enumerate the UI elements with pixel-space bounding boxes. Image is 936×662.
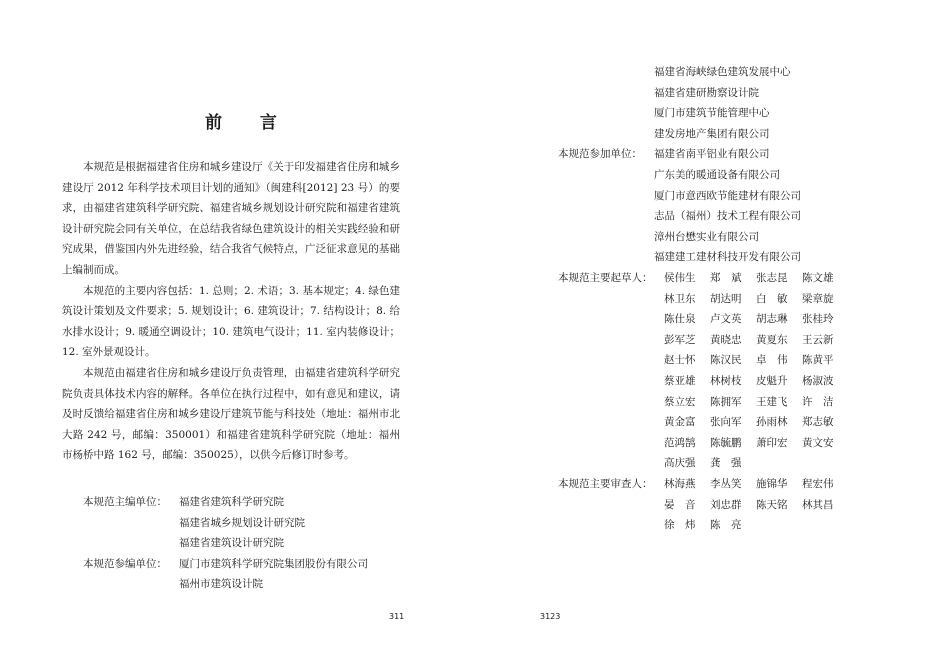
drafter-name: 张志昆	[756, 272, 788, 284]
drafter-name: 侯伟生	[664, 272, 696, 284]
drafter-name: 黄文安	[802, 436, 834, 449]
reviewer-name: 林其昌	[802, 498, 834, 511]
drafter-name: 蔡亚雄	[664, 374, 696, 387]
participant-label: 本规范参加单位：	[558, 148, 642, 161]
co-editor-unit: 厦门市建筑节能管理中心	[654, 107, 770, 120]
drafter-name: 陈仕泉	[664, 313, 696, 326]
drafter-name: 萧印宏	[756, 436, 788, 449]
chief-editor-unit: 福建省建筑设计研究院	[179, 537, 284, 550]
reviewer-name: 陈 亮	[710, 519, 742, 532]
participant-unit: 广东美的暖通设备有限公司	[654, 168, 780, 181]
drafter-name: 林树枝	[710, 374, 742, 387]
chief-editor-unit: 福建省建筑科学研究院	[179, 496, 284, 508]
co-editor-unit: 福州市建筑设计院	[179, 578, 263, 591]
participant-unit: 厦门市意西欧节能建材有限公司	[654, 189, 801, 202]
right-page	[468, 0, 936, 662]
drafter-name: 王云新	[802, 333, 834, 346]
drafter-name: 张桂玲	[802, 313, 834, 326]
drafter-name: 胡志琳	[756, 313, 788, 326]
drafter-name: 陈毓鹏	[710, 436, 742, 449]
drafter-name: 彭军芝	[664, 333, 696, 346]
participant-units	[558, 62, 801, 268]
co-editor-unit: 福建省海峡绿色建筑发展中心	[654, 66, 791, 78]
drafter-name: 陈文雄	[802, 272, 834, 284]
reviewer-name: 刘忠群	[710, 498, 742, 511]
participant-unit: 漳州台懋实业有限公司	[654, 230, 759, 243]
drafter-name: 蔡立宏	[664, 395, 696, 408]
chief-editor-unit: 福建省城乡规划设计研究院	[179, 516, 305, 529]
drafter-name: 杨淑波	[802, 374, 834, 387]
drafter-name: 许 洁	[802, 395, 834, 408]
chief-editor-label: 本规范主编单位：	[83, 496, 167, 508]
reviewer-name: 李丛笑	[710, 478, 742, 490]
drafter-name: 胡达明	[710, 292, 742, 305]
reviewers-list	[558, 474, 848, 536]
drafter-label: 本规范主要起草人：	[558, 272, 653, 284]
co-editor-label: 本规范参编单位：	[83, 557, 167, 570]
page-title: 前 言	[205, 113, 293, 133]
drafter-name: 郑 斌	[710, 272, 742, 284]
drafter-name: 皮魁升	[756, 374, 788, 387]
drafter-name: 黄夏东	[756, 333, 788, 346]
drafter-name: 梁章旋	[802, 292, 834, 305]
drafter-name: 陈汉民	[710, 354, 742, 367]
paragraph-1: 本规范是根据福建省住房和城乡建设厅《关于印发福建省住房和城乡建设厅 2012 年科学技术项目计划的通知》（闽建科[2012] 23 号）的要求，由福建省建筑科学研究院、福建省城乡规划设计研究院和福建省建筑设计研究院会同有关单位，在总结我省绿色建筑设计的相关实践经验和研究成果，借鉴国内外先进经验，结合我省气候特点，广泛征求意见的基础上编制而成。	[62, 161, 400, 276]
co-editor-unit: 厦门市建筑科学研究院集团股份有限公司	[179, 557, 368, 570]
reviewer-name: 陈天铭	[756, 498, 788, 511]
drafters-list	[558, 268, 848, 474]
drafter-name: 黄金富	[664, 416, 696, 429]
paragraph-3: 本规范由福建省住房和城乡建设厅负责管理，由福建省建筑科学研究院负责具体技术内容的解释。各单位在执行过程中，如有意见和建议，请及时反馈给福建省住房和城乡建设厅建筑节能与科技处（地址：福州市北大路 242 号，邮编：350001）和福建省建筑科学研究院（地址：福州市杨桥中路 162 号，邮编：350025），以供今后修订时参考。	[62, 366, 400, 462]
drafter-name: 卢文英	[710, 313, 742, 326]
drafter-name: 范鸿鹄	[664, 436, 696, 449]
page-number-left: 311	[389, 612, 405, 621]
drafter-name: 郑志敏	[802, 416, 834, 429]
participant-unit: 福建省南平铝业有限公司	[654, 148, 770, 161]
foreword-body	[62, 157, 400, 466]
drafter-name: 张向军	[710, 416, 742, 429]
drafter-name: 陈拥军	[710, 395, 742, 408]
drafter-name: 龚 强	[710, 457, 742, 470]
paragraph-2: 本规范的主要内容包括：1. 总则；2. 术语；3. 基本规定；4. 绿色建筑设计策划及文件要求；5. 规划设计；6. 建筑设计；7. 结构设计；8. 给水排水设计；9. 暖通空调设计；10. 建筑电气设计；11. 室内装修设计；12. 室外景观设计。	[62, 284, 400, 359]
drafter-name: 卓 伟	[756, 354, 788, 367]
drafter-name: 林卫东	[664, 292, 696, 305]
co-editor-unit: 建发房地产集团有限公司	[654, 127, 770, 140]
page-number-right: 3123	[540, 612, 561, 621]
drafter-name: 高庆强	[664, 457, 696, 470]
participant-unit: 志品（福州）技术工程有限公司	[654, 210, 801, 223]
reviewer-name: 晏 音	[664, 498, 696, 511]
drafter-name: 黄晓忠	[710, 333, 742, 346]
drafter-name: 孙雨林	[756, 416, 788, 429]
reviewer-name: 程宏伟	[802, 478, 834, 490]
drafter-name: 陈黄平	[802, 354, 834, 367]
drafter-name: 赵士怀	[664, 354, 696, 367]
chief-editor-units	[83, 492, 368, 595]
reviewer-label: 本规范主要审查人：	[558, 478, 653, 490]
drafter-name: 王建飞	[756, 395, 788, 408]
reviewer-name: 施锦华	[756, 478, 788, 490]
reviewer-name: 徐 炜	[664, 519, 696, 532]
drafter-name: 白 敏	[756, 292, 788, 305]
reviewer-name: 林海燕	[664, 478, 696, 490]
co-editor-unit: 福建省建研勘察设计院	[654, 86, 759, 99]
participant-unit: 福建建工建材科技开发有限公司	[654, 251, 801, 264]
